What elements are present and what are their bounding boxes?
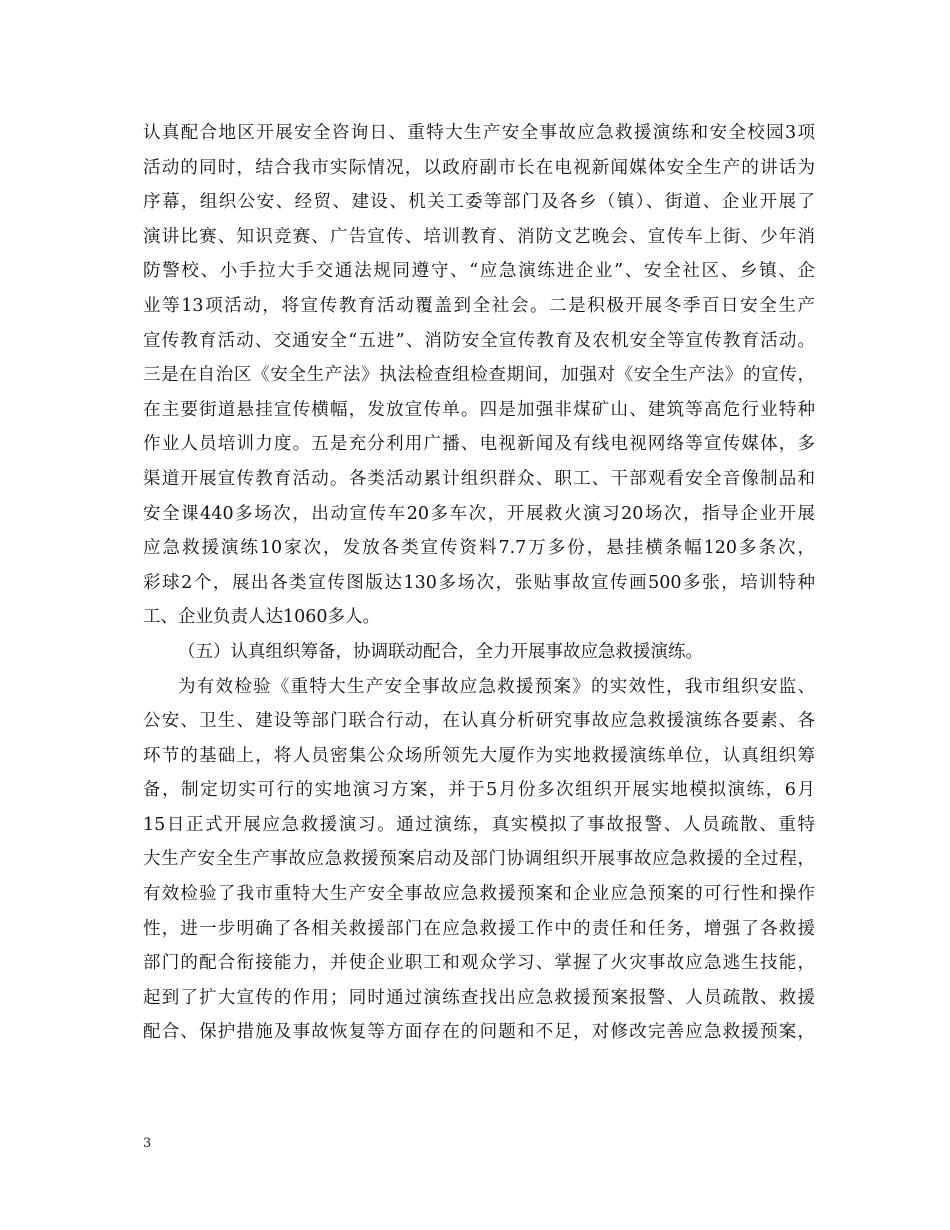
text-line: 15日正式开展应急救援演习。通过演练，真实模拟了事故报警、人员疏散、重特 [143, 814, 815, 835]
text-line: 演讲比赛、知识竞赛、广告宣传、培训教育、消防文艺晚会、宣传车上街、少年消 [143, 226, 815, 247]
text-line: 备，制定切实可行的实地演习方案，并于5月份多次组织开展实地模拟演练，6月 [143, 780, 815, 801]
text-line: 性，进一步明确了各相关救援部门在应急救援工作中的责任和任务，增强了各救援 [143, 918, 815, 939]
text-line: 配合、保护措施及事故恢复等方面存在的问题和不足，对修改完善应急救援预案， [143, 1022, 815, 1043]
text-line: 起到了扩大宣传的作用；同时通过演练查找出应急救援预案报警、人员疏散、救援 [143, 987, 815, 1008]
text-line: 业等13项活动，将宣传教育活动覆盖到全社会。二是积极开展冬季百日安全生产 [143, 295, 815, 316]
text-line: 为有效检验《重特大生产安全事故应急救援预案》的实效性，我市组织安监、 [178, 676, 815, 697]
text-line: 序幕，组织公安、经贸、建设、机关工委等部门及各乡（镇）、街道、企业开展了 [143, 192, 815, 213]
text-line: 三是在自治区《安全生产法》执法检查组检查期间，加强对《安全生产法》的宣传， [143, 365, 815, 386]
text-line: 公安、卫生、建设等部门联合行动，在认真分析研究事故应急救援演练各要素、各 [143, 711, 815, 732]
text-line: 在主要街道悬挂宣传横幅，发放宣传单。四是加强非煤矿山、建筑等高危行业特种 [143, 399, 815, 420]
text-line: 认真配合地区开展安全咨询日、重特大生产安全事故应急救援演练和安全校园3项 [143, 123, 815, 143]
text-line: 工、企业负责人达1060多人。 [143, 607, 381, 628]
text-line: 防警校、小手拉大手交通法规同遵守、“应急演练进企业”、安全社区、乡镇、企 [143, 261, 815, 282]
text-line: 安全课440多场次，出动宣传车20多车次，开展救火演习20场次，指导企业开展 [143, 503, 815, 524]
text-line: 渠道开展宣传教育活动。各类活动累计组织群众、职工、干部观看安全音像制品和 [143, 468, 815, 489]
text-line: 大生产安全生产事故应急救援预案启动及部门协调组织开展事故应急救援的全过程， [143, 849, 815, 870]
text-line: 部门的配合衔接能力，并使企业职工和观众学习、掌握了火灾事故应急逃生技能， [143, 953, 815, 974]
text-line: 应急救援演练10家次，发放各类宣传资料7.7万多份，悬挂横条幅120多条次， [143, 538, 815, 559]
body-text [143, 116, 815, 1050]
text-line: 彩球2个，展出各类宣传图版达130多场次，张贴事故宣传画500多张，培训特种 [143, 572, 815, 593]
page-number: 3 [143, 1136, 152, 1151]
text-line: 环节的基础上，将人员密集公众场所领先大厦作为实地救援演练单位，认真组织筹 [143, 745, 815, 766]
text-line: 活动的同时，结合我市实际情况，以政府副市长在电视新闻媒体安全生产的讲话为 [143, 157, 815, 178]
text-line: 有效检验了我市重特大生产安全事故应急救援预案和企业应急预案的可行性和操作 [143, 884, 815, 905]
text-line: 作业人员培训力度。五是充分利用广播、电视新闻及有线电视网络等宣传媒体，多 [143, 434, 815, 455]
text-line: 宣传教育活动、交通安全“五进”、消防安全宣传教育及农机安全等宣传教育活动。 [143, 330, 815, 351]
section-heading: （五）认真组织筹备，协调联动配合，全力开展事故应急救援演练。 [178, 641, 703, 662]
